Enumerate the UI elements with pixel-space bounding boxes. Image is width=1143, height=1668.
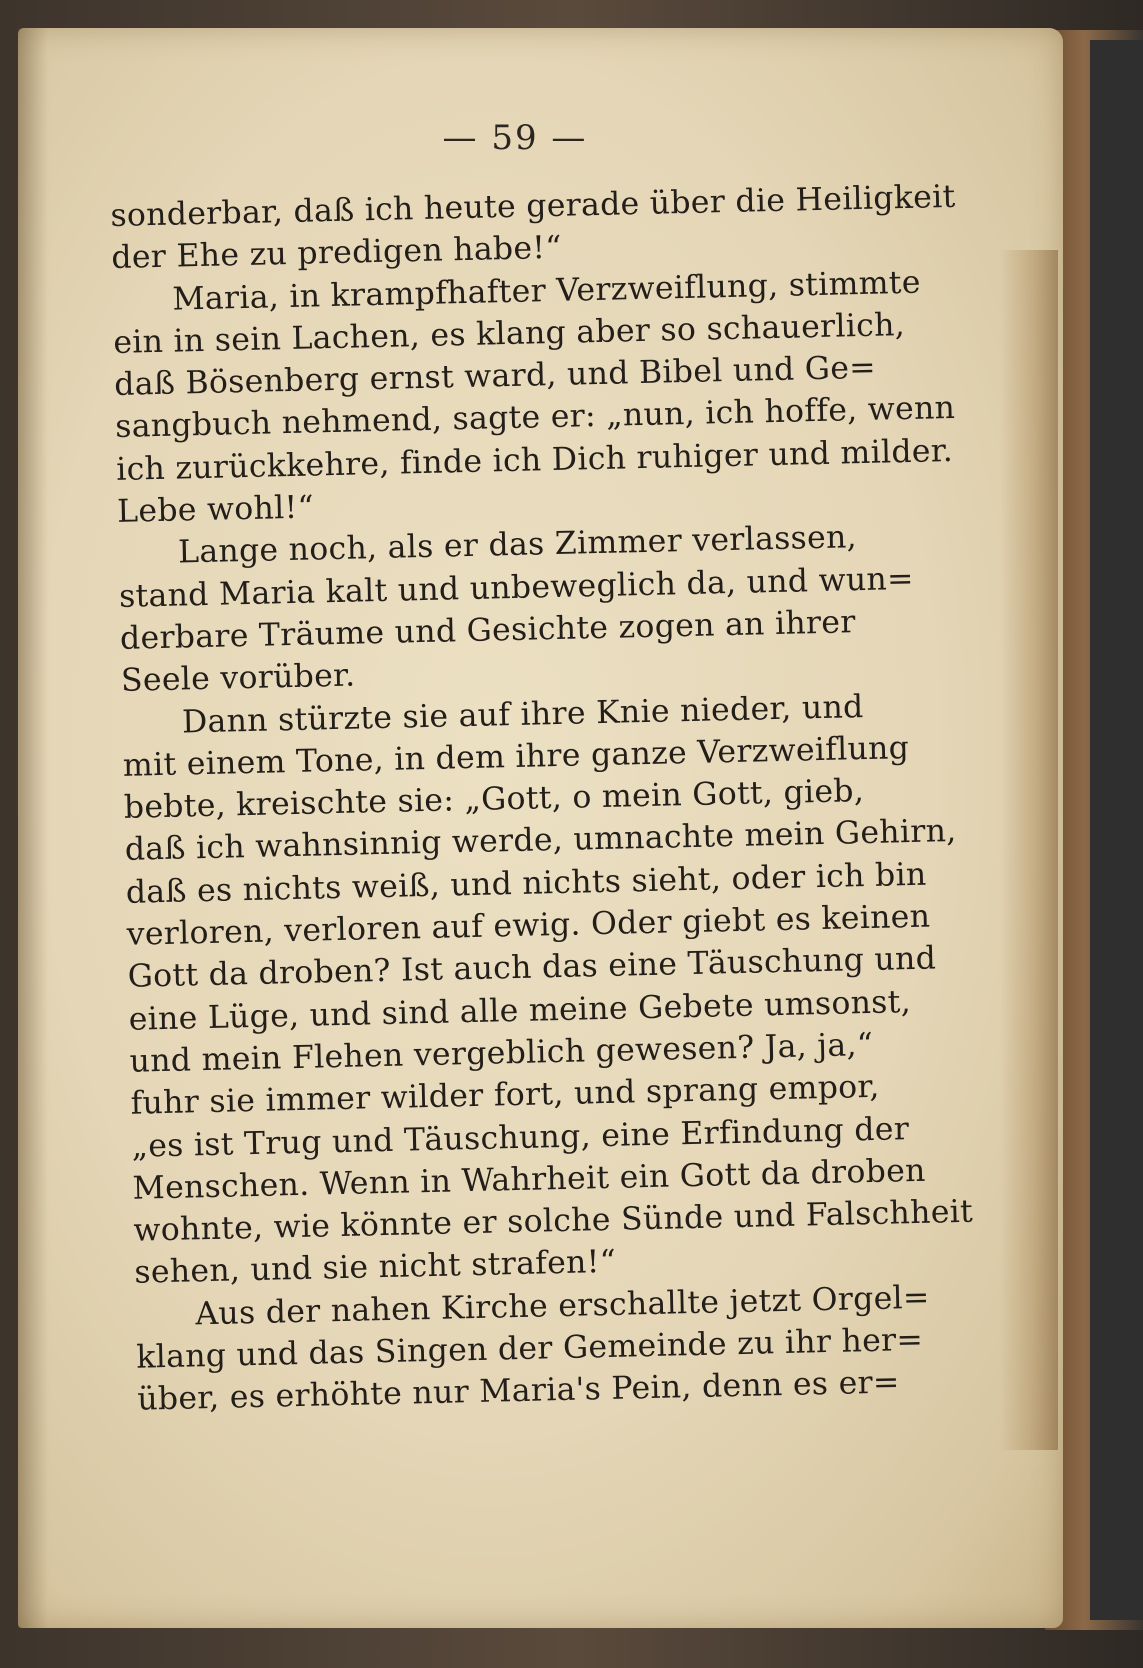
text-line: derbare Träume und Gesichte zogen an ihrer [119, 604, 856, 657]
text-line: bebte, kreischte sie: „Gott, o mein Gott, gieb, [123, 773, 865, 826]
text-line: Seele vorüber. [120, 657, 356, 700]
text-line: daß es nichts weiß, und nichts sieht, oder ich bin [125, 856, 927, 911]
text-line: sehen, und sie nicht strafen!“ [134, 1244, 617, 1292]
text-line: sangbuch nehmend, sagte er: „nun, ich hoffe, wenn [114, 390, 956, 446]
page-number: — 59 — [442, 118, 588, 158]
text-line: über, es erhöhte nur Maria's Pein, denn es er= [136, 1364, 900, 1418]
text-line: „es ist Trug und Täuschung, eine Erfindung der [131, 1110, 910, 1165]
text-line: Lange noch, als er das Zimmer verlassen, [177, 519, 858, 571]
text-line: daß Bösenberg ernst ward, und Bibel und Ge= [113, 349, 877, 404]
page-stain [1000, 250, 1058, 1450]
text-line: sonderbar, daß ich heute gerade über die Heiligkeit [110, 178, 956, 234]
page-gutter-shadow [18, 28, 48, 1628]
text-line: klang und das Singen der Gemeinde zu ihr her= [135, 1321, 924, 1376]
text-line: Menschen. Wenn in Wahrheit ein Gott da droben [132, 1152, 927, 1207]
text-line: Dann stürzte sie auf ihre Knie nieder, und [181, 688, 864, 741]
text-line: wohnte, wie könnte er solche Sünde und Falschheit [133, 1193, 974, 1249]
text-line: Gott da droben? Ist auch das eine Täuschung und [127, 940, 937, 996]
text-line: ich zurückkehre, finde ich Dich ruhiger und milder. [115, 432, 954, 488]
text-line: verloren, verloren auf ewig. Oder giebt es keinen [126, 898, 931, 953]
text-line: stand Maria kalt und unbeweglich da, und wun= [118, 560, 915, 615]
text-line: Aus der nahen Kirche erschallte jetzt Orgel= [195, 1279, 931, 1333]
text-line: ein in sein Lachen, es klang aber so schauerlich, [112, 306, 906, 361]
book-cover-shadow [1090, 40, 1143, 1620]
text-line: Maria, in krampfhafter Verzweiflung, stimmte [171, 264, 922, 318]
text-line: der Ehe zu predigen habe!“ [111, 230, 563, 277]
text-line: eine Lüge, und sind alle meine Gebete umsonst, [128, 983, 912, 1038]
text-line: Lebe wohl!“ [116, 489, 315, 530]
text-line: daß ich wahnsinnig werde, umnachte mein Gehirn, [124, 813, 957, 869]
text-line: fuhr sie immer wilder fort, und sprang empor, [130, 1069, 881, 1122]
page-text [110, 175, 998, 1421]
text-line: mit einem Tone, in dem ihre ganze Verzweiflung [122, 729, 910, 784]
text-line: und mein Flehen vergeblich gewesen? Ja, ja,“ [129, 1026, 874, 1080]
